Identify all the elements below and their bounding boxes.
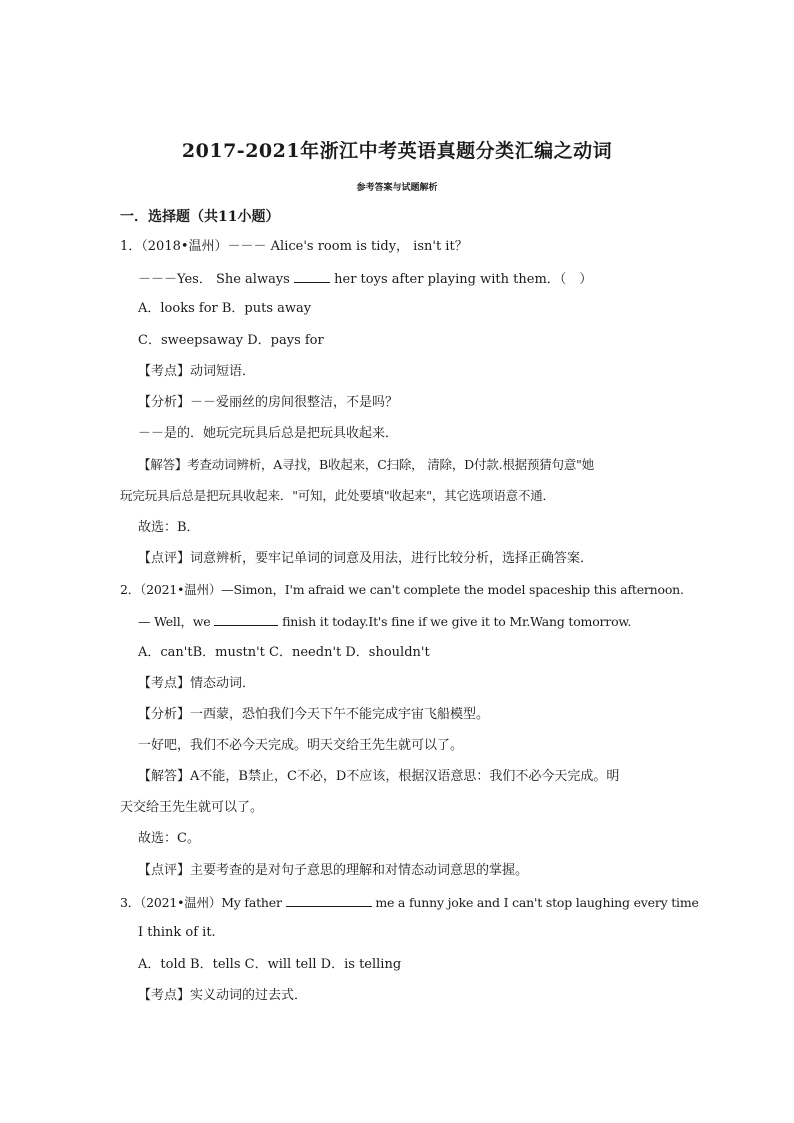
- q3-stem: [120, 893, 699, 912]
- q2-kaodian-text: 情态动词．: [190, 676, 256, 691]
- dianping-tag: 【点评】: [138, 551, 191, 566]
- q1-dianping: [138, 550, 593, 568]
- q2-answer: 故选：C。: [138, 831, 200, 846]
- q1-kaodian-text: 动词短语．: [190, 364, 256, 379]
- q2-fenxi: [138, 706, 489, 724]
- page-subtitle: 参考答案与试题解析: [356, 183, 438, 193]
- q1-dialogue-line: [138, 269, 592, 289]
- q2-dialogue-start: — Well，we: [138, 614, 211, 629]
- kaodian-tag: 【考点】: [138, 364, 191, 379]
- section-heading: 一．选择题（共11小题）: [120, 209, 280, 225]
- q1-jieda-2: 玩完玩具后总是把玩具收起来．"可知，此处要填"收起来"，其它选项语意不通．: [120, 488, 555, 503]
- q2-jieda-text: A不能，B禁止，C不必，D不应该，根据汉语意思：我们不必今天完成。明: [190, 769, 620, 784]
- q3-answer-blank: [286, 893, 372, 907]
- q1-answer: 故选：B．: [138, 520, 200, 535]
- q1-fenxi-text: －－爱丽丝的房间很整洁，不是吗？: [190, 395, 399, 410]
- q1-jieda-text: 考查动词辨析，A寻找，B收起来，C扫除， 清除，D付款.根据预猜句意"她: [187, 457, 594, 472]
- q2-dialogue-end: finish it today.It's fine if we give it to Mr.Wang tomorrow.: [282, 614, 632, 629]
- q1-fenxi: [138, 394, 398, 412]
- q1-dianping-text: 词意辨析，要牢记单词的词意及用法，进行比较分析，选择正确答案．: [190, 551, 594, 566]
- q2-answer-blank: [214, 612, 278, 626]
- q1-answer-blank: [294, 269, 330, 283]
- q1-dialogue-end: her toys after playing with them．（ ）: [334, 272, 593, 287]
- q2-jieda-2: 天交给王先生就可以了。: [120, 800, 264, 815]
- q1-jieda: [138, 456, 594, 474]
- q3-stem-end: me a funny joke and I can't stop laughing every time: [375, 895, 699, 910]
- q2-stem: 2．（2021•温州）—Simon，I'm afraid we can't complete the model spaceship this afternoon.: [120, 582, 684, 597]
- q3-kaodian-text: 实义动词的过去式．: [190, 988, 308, 1003]
- jieda-tag: 【解答】: [138, 457, 188, 472]
- q1-stem: 1．（2018•温州）－－－ Alice's room is tidy， isn't it？: [120, 239, 468, 254]
- q1-dialogue-start: －－－Yes． She always: [138, 272, 290, 287]
- q2-dianping: [138, 862, 528, 880]
- q2-options: A．can'tB．mustn't C．needn't D．shouldn't: [138, 645, 430, 660]
- q3-options: A．told B．tells C．will tell D．is telling: [138, 957, 402, 972]
- dianping-tag: 【点评】: [138, 863, 191, 878]
- q2-fenxi-text: 一西蒙，恐怕我们今天下午不能完成宇宙飞船模型。: [190, 707, 490, 722]
- kaodian-tag: 【考点】: [138, 676, 191, 691]
- q3-stem-2: I think of it.: [138, 925, 216, 940]
- fenxi-tag: 【分析】: [138, 395, 191, 410]
- fenxi-tag: 【分析】: [138, 707, 191, 722]
- q1-options-ab: A．looks for B．puts away: [138, 301, 312, 316]
- q2-dianping-text: 主要考查的是对句子意思的理解和对情态动词意思的掌握。: [190, 863, 529, 878]
- q1-options-cd: C．sweepsaway D．pays for: [138, 333, 324, 348]
- page-title: 2017-2021年浙江中考英语真题分类汇编之动词: [181, 140, 613, 162]
- kaodian-tag: 【考点】: [138, 988, 191, 1003]
- q2-kaodian: [138, 675, 255, 693]
- q3-stem-start: 3．（2021•温州）My father: [120, 895, 282, 910]
- q1-fenxi-2: －－是的．她玩完玩具后总是把玩具收起来．: [138, 426, 399, 441]
- q2-fenxi-2: 一好吧，我们不必今天完成。明天交给王先生就可以了。: [138, 738, 464, 753]
- q3-kaodian: [138, 987, 307, 1005]
- q1-kaodian: [138, 363, 255, 381]
- q2-dialogue-line: [138, 612, 631, 631]
- jieda-tag: 【解答】: [138, 769, 191, 784]
- q2-jieda: [138, 768, 619, 786]
